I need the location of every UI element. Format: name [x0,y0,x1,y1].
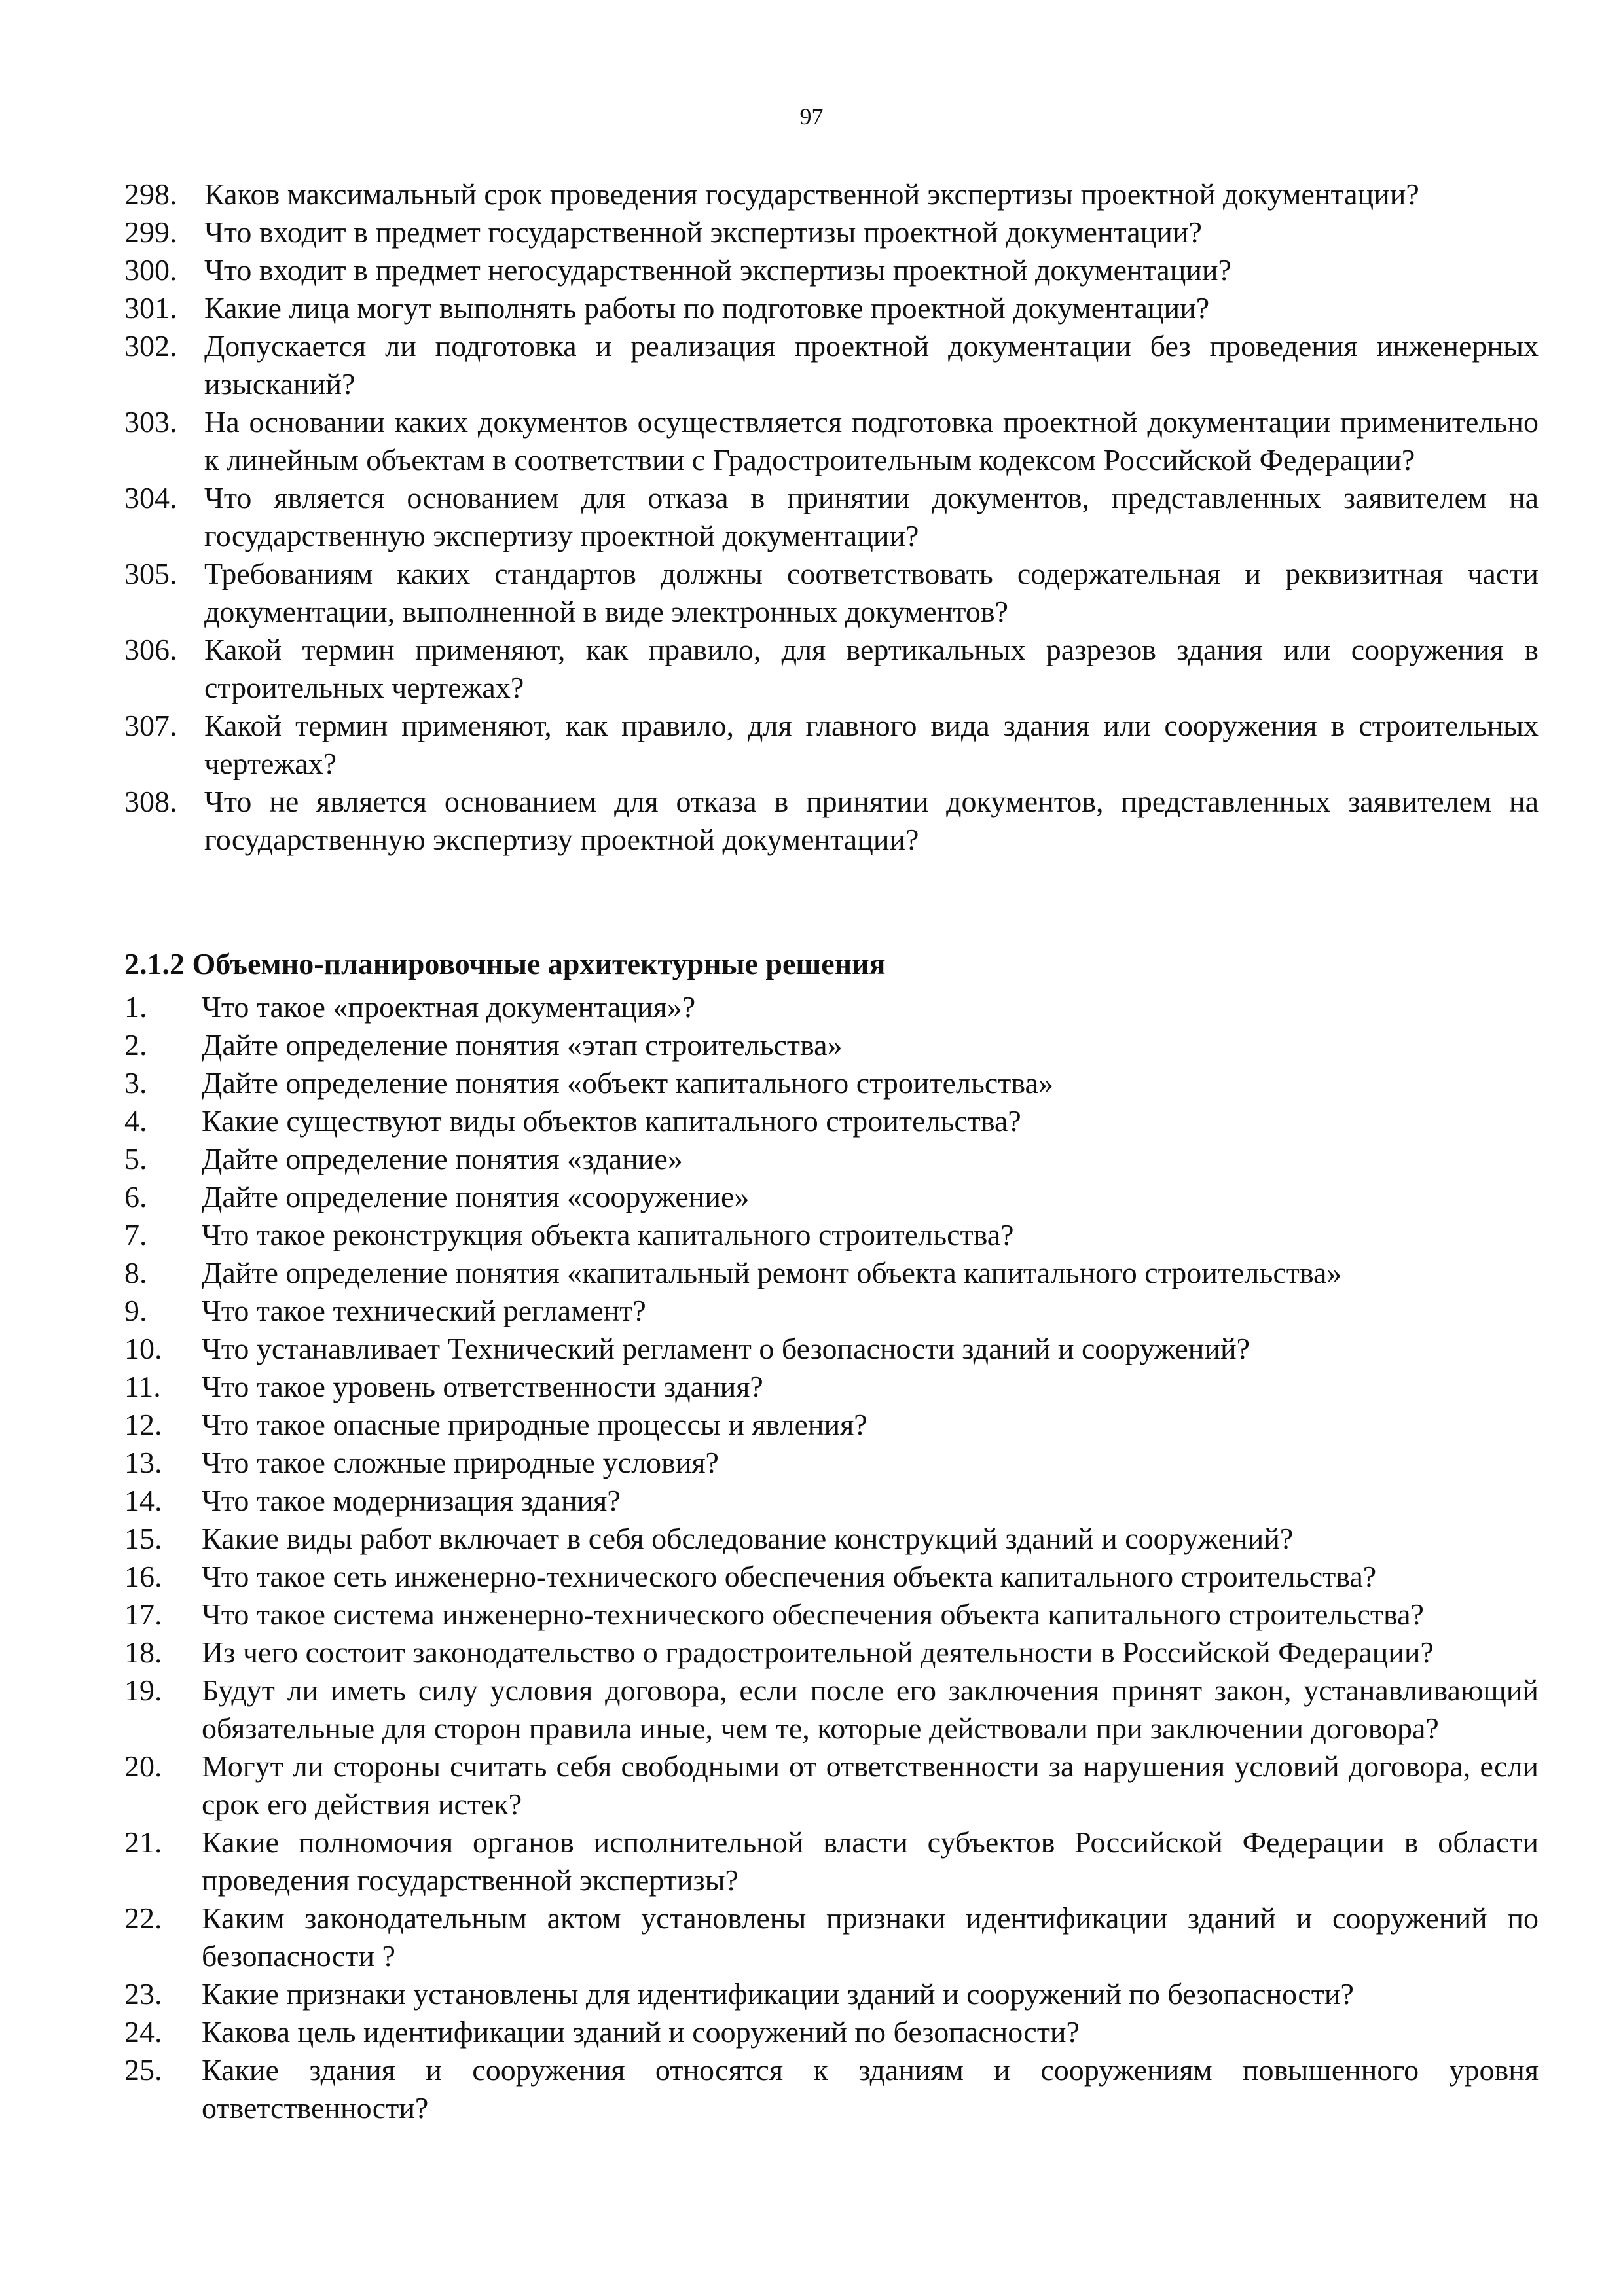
item-text: Будут ли иметь силу условия договора, если после его заключения принят закон, устанавливающий обязательные для сторон правила иные, чем те, которые действовали при заключении договора? [202,1674,1539,1745]
list-item [124,1634,1539,1672]
page-number: 97 [799,103,824,130]
list-item [124,1520,1539,1558]
item-text: Что такое модернизация здания? [202,1484,621,1517]
item-number: 8. [124,1256,147,1289]
list-item [124,2013,1539,2051]
item-text: Дайте определение понятия «объект капитального строительства» [202,1066,1053,1100]
list-item [124,1558,1539,1596]
item-text: Каким законодательным актом установлены признаки идентификации зданий и сооружений по безопасности ? [202,1901,1539,1973]
list-item [124,1482,1539,1520]
section-heading: 2.1.2 Объемно-планировочные архитектурные решения [124,947,886,980]
item-number: 300. [124,253,177,287]
item-number: 5. [124,1142,147,1175]
list-item [124,1330,1539,1368]
list-item [124,1444,1539,1482]
item-text: Какие лица могут выполнять работы по подготовке проектной документации? [204,291,1210,325]
item-text: Допускается ли подготовка и реализация проектной документации без проведения инженерных изысканий? [204,329,1539,401]
item-text: Какие полномочия органов исполнительной власти субъектов Российской Федерации в области проведения государственной экспертизы? [202,1825,1539,1897]
item-number: 10. [124,1332,162,1365]
item-text: Что устанавливает Технический регламент о безопасности зданий и сооружений? [202,1332,1250,1365]
item-number: 17. [124,1598,162,1631]
question-list [124,988,1539,2127]
list-item [124,631,1539,707]
list-item [124,555,1539,631]
list-item [124,2051,1539,2127]
item-number: 7. [124,1218,147,1251]
item-number: 19. [124,1674,162,1707]
item-number: 12. [124,1408,162,1441]
item-text: Что такое «проектная документация»? [202,990,696,1024]
list-item [124,1102,1539,1140]
item-number: 303. [124,405,177,439]
item-text: Что такое сеть инженерно-технического обеспечения объекта капитального строительства? [202,1560,1377,1593]
list-item [124,1748,1539,1823]
list-item [124,1254,1539,1292]
item-text: Что такое реконструкция объекта капитального строительства? [202,1218,1014,1251]
item-number: 25. [124,2053,162,2087]
item-number: 13. [124,1446,162,1479]
list-item [124,403,1539,479]
list-item [124,251,1539,289]
list-item [124,1064,1539,1102]
item-text: Что является основанием для отказа в принятии документов, представленных заявителем на государственную экспертизу проектной документации? [204,481,1539,552]
item-text: Что такое сложные природные условия? [202,1446,719,1479]
item-number: 308. [124,785,177,818]
item-number: 11. [124,1370,161,1403]
list-item [124,1672,1539,1748]
item-text: На основании каких документов осуществляется подготовка проектной документации применительно к линейным объектам в соответствии с Градостроительным кодексом Российской Федерации? [204,405,1539,476]
item-number: 298. [124,177,177,211]
item-text: Что такое технический регламент? [202,1294,646,1327]
item-text: Что такое система инженерно-технического обеспечения объекта капитального строительства? [202,1598,1424,1631]
item-number: 1. [124,990,147,1024]
list-item [124,1975,1539,2013]
item-text: Какие здания и сооружения относятся к зданиям и сооружениям повышенного уровня ответственности? [202,2053,1539,2125]
list-item [124,1216,1539,1254]
item-number: 16. [124,1560,162,1593]
item-text: Дайте определение понятия «капитальный ремонт объекта капитального строительства» [202,1256,1342,1289]
list-item [124,479,1539,555]
item-text: Дайте определение понятия «здание» [202,1142,683,1175]
list-item [124,1823,1539,1899]
item-number: 22. [124,1901,162,1935]
item-number: 20. [124,1749,162,1783]
item-number: 15. [124,1522,162,1555]
list-item [124,1368,1539,1406]
item-number: 307. [124,709,177,742]
item-number: 9. [124,1294,147,1327]
item-number: 18. [124,1636,162,1669]
item-number: 3. [124,1066,147,1100]
list-item [124,1899,1539,1975]
list-item [124,1026,1539,1064]
item-text: Какие признаки установлены для идентификации зданий и сооружений по безопасности? [202,1977,1354,2011]
list-item [124,1596,1539,1634]
item-text: Что такое уровень ответственности здания? [202,1370,763,1403]
item-text: Каков максимальный срок проведения государственной экспертизы проектной документации? [204,177,1419,211]
list-item [124,1140,1539,1178]
item-number: 299. [124,215,177,249]
item-number: 2. [124,1028,147,1062]
list-item [124,783,1539,859]
list-item [124,213,1539,251]
item-number: 304. [124,481,177,514]
item-text: Что входит в предмет государственной экспертизы проектной документации? [204,215,1202,249]
item-number: 14. [124,1484,162,1517]
list-item [124,175,1539,213]
list-item [124,988,1539,1026]
item-number: 21. [124,1825,162,1859]
item-text: Какова цель идентификации зданий и сооружений по безопасности? [202,2015,1080,2049]
list-item [124,1292,1539,1330]
item-text: Какие виды работ включает в себя обследование конструкций зданий и сооружений? [202,1522,1294,1555]
item-text: Что не является основанием для отказа в принятии документов, представленных заявителем на государственную экспертизу проектной документации? [204,785,1539,856]
question-list-continued [124,175,1539,859]
list-item [124,289,1539,327]
item-number: 23. [124,1977,162,2011]
item-text: Могут ли стороны считать себя свободными от ответственности за нарушения условий договора, если срок его действия истек? [202,1749,1539,1821]
item-number: 305. [124,557,177,590]
item-number: 6. [124,1180,147,1213]
item-text: Какие существуют виды объектов капитального строительства? [202,1104,1021,1138]
list-item [124,327,1539,403]
list-item [124,1406,1539,1444]
item-text: Дайте определение понятия «этап строительства» [202,1028,843,1062]
item-number: 4. [124,1104,147,1138]
item-text: Что входит в предмет негосударственной экспертизы проектной документации? [204,253,1231,287]
item-number: 306. [124,633,177,666]
item-text: Требованиям каких стандартов должны соответствовать содержательная и реквизитная части документации, выполненной в виде электронных документов? [204,557,1539,628]
list-item [124,707,1539,783]
item-number: 302. [124,329,177,363]
item-text: Дайте определение понятия «сооружение» [202,1180,750,1213]
item-number: 24. [124,2015,162,2049]
item-text: Какой термин применяют, как правило, для главного вида здания или сооружения в строительных чертежах? [204,709,1539,780]
item-text: Какой термин применяют, как правило, для вертикальных разрезов здания или сооружения в строительных чертежах? [204,633,1539,704]
list-item [124,1178,1539,1216]
item-number: 301. [124,291,177,325]
item-text: Из чего состоит законодательство о градостроительной деятельности в Российской Федерации? [202,1636,1434,1669]
item-text: Что такое опасные природные процессы и явления? [202,1408,867,1441]
